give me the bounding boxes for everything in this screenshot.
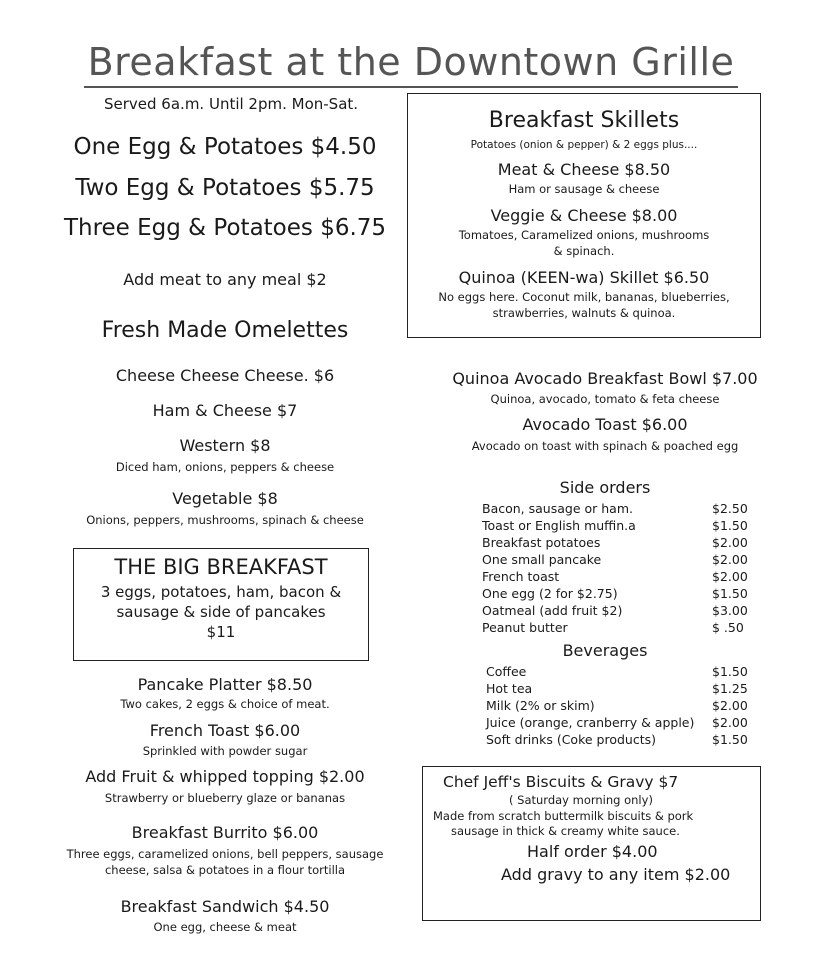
pancake-platter: Pancake Platter $8.50 [137, 675, 313, 694]
side-name: Peanut butter [482, 620, 568, 635]
side-row [482, 517, 756, 534]
beverage-price: $2.00 [712, 698, 748, 713]
breakfast-burrito: Breakfast Burrito $6.00 [131, 823, 319, 842]
side-row [482, 585, 756, 602]
biscuits-desc2: sausage in thick & creamy white sauce. [451, 824, 680, 838]
beverages-list [486, 663, 756, 748]
beverage-name: Hot tea [486, 681, 533, 696]
menu-title [0, 40, 822, 84]
add-fruit-desc: Strawberry or blueberry glaze or bananas [104, 791, 346, 805]
breakfast-sandwich-desc: One egg, cheese & meat [153, 920, 297, 934]
skillet-meat-cheese-desc: Ham or sausage & cheese [508, 182, 660, 196]
side-row [482, 500, 756, 517]
sides-heading: Side orders [559, 478, 651, 497]
skillet-veggie-cheese-desc2: & spinach. [553, 244, 615, 258]
skillet-quinoa-desc2: strawberries, walnuts & quinoa. [492, 306, 676, 320]
beverage-price: $1.25 [712, 681, 748, 696]
avocado-toast-desc: Avocado on toast with spinach & poached egg [471, 439, 739, 453]
side-row [482, 568, 756, 585]
big-breakfast-line1: 3 eggs, potatoes, ham, bacon & [100, 583, 342, 601]
big-breakfast-heading: THE BIG BREAKFAST [114, 555, 328, 579]
beverage-row [486, 731, 756, 748]
add-gravy: Add gravy to any item $2.00 [501, 865, 731, 884]
french-toast-desc: Sprinkled with powder sugar [142, 744, 308, 758]
quinoa-avocado-bowl: Quinoa Avocado Breakfast Bowl $7.00 [452, 369, 758, 388]
omelette-western-desc: Diced ham, onions, peppers & cheese [115, 460, 335, 474]
biscuits-note: ( Saturday morning only) [509, 793, 653, 807]
beverage-row [486, 714, 756, 731]
served-hours: Served 6a.m. Until 2pm. Mon-Sat. [104, 95, 359, 113]
side-name: Breakfast potatoes [482, 535, 601, 550]
breakfast-burrito-desc2: cheese, salsa & potatoes in a flour tortilla [104, 863, 346, 877]
quinoa-avocado-bowl-desc: Quinoa, avocado, tomato & feta cheese [490, 392, 720, 406]
beverage-row [486, 680, 756, 697]
beverage-name: Coffee [486, 664, 527, 679]
side-row [482, 602, 756, 619]
side-name: Toast or English muffin.a [482, 518, 636, 533]
breakfast-sandwich: Breakfast Sandwich $4.50 [120, 897, 330, 916]
side-price: $2.00 [712, 535, 748, 550]
side-price: $2.00 [712, 569, 748, 584]
omelette-vegetable: Vegetable $8 [172, 489, 278, 508]
big-breakfast-price: $11 [206, 623, 236, 641]
side-price: $2.00 [712, 552, 748, 567]
egg-item-one: One Egg & Potatoes $4.50 [73, 134, 377, 160]
side-row [482, 551, 756, 568]
menu-title-text: Breakfast at the Downtown Grille [84, 40, 739, 88]
skillet-meat-cheese: Meat & Cheese $8.50 [497, 160, 671, 179]
skillet-veggie-cheese: Veggie & Cheese $8.00 [490, 206, 678, 225]
pancake-platter-desc: Two cakes, 2 eggs & choice of meat. [120, 697, 330, 711]
skillets-heading: Breakfast Skillets [488, 108, 680, 133]
side-row [482, 534, 756, 551]
big-breakfast-line2: sausage & side of pancakes [116, 603, 326, 621]
beverage-price: $1.50 [712, 664, 748, 679]
beverage-price: $1.50 [712, 732, 748, 747]
add-fruit: Add Fruit & whipped topping $2.00 [85, 767, 365, 786]
skillets-box [407, 93, 761, 338]
omelettes-heading: Fresh Made Omelettes [101, 318, 349, 343]
big-breakfast-box [73, 548, 369, 661]
skillet-quinoa-desc: No eggs here. Coconut milk, bananas, blueberries, [438, 290, 730, 304]
skillet-veggie-cheese-desc: Tomatoes, Caramelized onions, mushrooms [458, 228, 710, 242]
omelette-ham-cheese: Ham & Cheese $7 [152, 401, 298, 420]
side-price: $1.50 [712, 586, 748, 601]
sides-list [482, 500, 756, 636]
side-price: $3.00 [712, 603, 748, 618]
avocado-toast: Avocado Toast $6.00 [522, 415, 688, 434]
biscuits-heading: Chef Jeff's Biscuits & Gravy $7 [443, 773, 679, 791]
beverage-row [486, 697, 756, 714]
beverage-price: $2.00 [712, 715, 748, 730]
french-toast: French Toast $6.00 [149, 721, 301, 740]
skillet-quinoa: Quinoa (KEEN-wa) Skillet $6.50 [458, 268, 710, 287]
beverage-row [486, 663, 756, 680]
beverage-name: Soft drinks (Coke products) [486, 732, 657, 747]
side-price: $ .50 [712, 620, 744, 635]
side-name: One egg (2 for $2.75) [482, 586, 618, 601]
skillets-subheading: Potatoes (onion & pepper) & 2 eggs plus.... [470, 139, 698, 151]
breakfast-burrito-desc: Three eggs, caramelized onions, bell peppers, sausage [66, 847, 384, 861]
side-price: $1.50 [712, 518, 748, 533]
side-row [482, 619, 756, 636]
egg-item-three: Three Egg & Potatoes $6.75 [63, 215, 387, 241]
side-price: $2.50 [712, 501, 748, 516]
add-meat-note: Add meat to any meal $2 [123, 270, 327, 289]
beverage-name: Juice (orange, cranberry & apple) [486, 715, 695, 730]
egg-item-two: Two Egg & Potatoes $5.75 [75, 175, 375, 201]
biscuits-gravy-box [422, 766, 761, 921]
beverage-name: Milk (2% or skim) [486, 698, 595, 713]
side-name: Bacon, sausage or ham. [482, 501, 633, 516]
omelette-vegetable-desc: Onions, peppers, mushrooms, spinach & cheese [86, 513, 364, 527]
biscuits-half-order: Half order $4.00 [527, 842, 658, 861]
omelette-western: Western $8 [179, 436, 271, 455]
side-name: Oatmeal (add fruit $2) [482, 603, 623, 618]
side-name: One small pancake [482, 552, 602, 567]
biscuits-desc: Made from scratch buttermilk biscuits & pork [433, 809, 694, 823]
omelette-cheese: Cheese Cheese Cheese. $6 [115, 366, 335, 385]
side-name: French toast [482, 569, 560, 584]
beverages-heading: Beverages [562, 641, 648, 660]
